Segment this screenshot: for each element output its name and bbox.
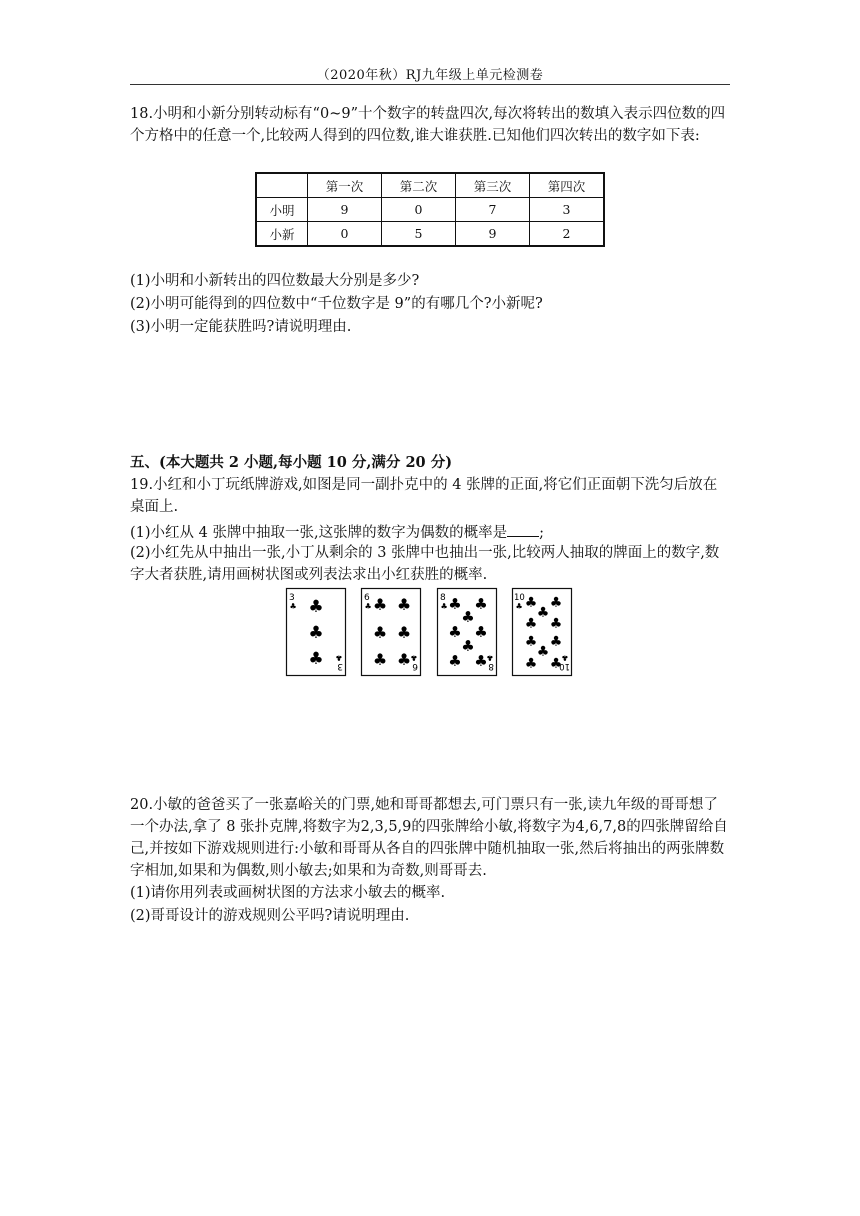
table-header-cell: 第四次 — [530, 173, 605, 198]
answer-blank[interactable] — [507, 520, 539, 537]
club-icon: ♣ — [308, 649, 324, 669]
q19-part-1-text: (1)小红从 4 张牌中抽取一张,这张牌的数字为偶数的概率是 — [130, 525, 508, 541]
club-icon: ♣ — [474, 623, 488, 641]
card-rank-label: 6 — [364, 593, 370, 603]
header-rule — [130, 84, 730, 85]
club-icon: ♣ — [308, 623, 324, 643]
card-rank-label: 3 — [337, 661, 343, 671]
club-icon: ♣ — [396, 595, 412, 614]
svg-text:♣: ♣ — [561, 653, 569, 662]
table-cell: 0 — [382, 198, 456, 222]
table-cell: 2 — [530, 222, 605, 247]
club-icon: ♣ — [461, 608, 475, 626]
table-row — [256, 222, 604, 247]
q19-part-1 — [130, 520, 730, 544]
club-icon: ♣ — [461, 637, 475, 655]
club-icon: ♣ — [536, 605, 550, 621]
q19-part-2: (2)小红先从中抽出一张,小丁从剩余的 3 张牌中也抽出一张,比较两人抽取的牌面上的数字,数字大者获胜,请用画树状图或列表法求出小红获胜的概率. — [130, 545, 720, 583]
q20-part-1: (1)请你用列表或画树状图的方法求小敏去的概率. — [130, 885, 446, 901]
club-icon: ♣ — [549, 656, 563, 672]
club-icon: ♣ — [524, 616, 538, 632]
club-icon: ♣ — [448, 623, 462, 641]
playing-cards-figure — [286, 588, 586, 678]
q20-part-2: (2)哥哥设计的游戏规则公平吗?请说明理由. — [130, 908, 410, 924]
page-header: （2020年秋）RJ九年级上单元检测卷 — [316, 68, 544, 83]
table-cell: 5 — [382, 222, 456, 247]
q18-part-1: (1)小明和小新转出的四位数最大分别是多少? — [130, 273, 420, 289]
club-icon: ♣ — [524, 595, 538, 611]
playing-card-10 — [512, 588, 572, 676]
playing-card-6 — [361, 588, 421, 676]
club-icon: ♣ — [372, 595, 388, 614]
club-icon: ♣ — [524, 656, 538, 672]
table-header-cell — [256, 173, 308, 198]
playing-card-8 — [437, 588, 497, 676]
table-cell: 3 — [530, 198, 605, 222]
table-cell: 7 — [456, 198, 530, 222]
svg-text:♣: ♣ — [335, 653, 343, 662]
card-rank-label: 3 — [289, 593, 295, 603]
club-icon: ♣ — [536, 644, 550, 660]
svg-text:♣: ♣ — [364, 602, 372, 611]
q18-part-2: (2)小明可能得到的四位数中“千位数字是 9”的有哪几个?小新呢? — [130, 296, 543, 312]
svg-text:♣: ♣ — [440, 602, 448, 611]
club-icon: ♣ — [396, 623, 412, 642]
svg-text:♣: ♣ — [289, 602, 297, 611]
club-icon: ♣ — [308, 597, 324, 617]
club-icon: ♣ — [448, 595, 462, 613]
table-header-cell: 第三次 — [456, 173, 530, 198]
club-icon: ♣ — [372, 650, 388, 669]
table-header-row — [256, 173, 604, 198]
section-five-title: 五、(本大题共 2 小题,每小题 10 分,满分 20 分) — [130, 454, 453, 471]
card-rank-label: 10 — [514, 593, 525, 603]
table-cell: 9 — [456, 222, 530, 247]
card-rank-label: 6 — [412, 661, 418, 671]
club-icon: ♣ — [396, 650, 412, 669]
table-row — [256, 198, 604, 222]
card-rank-label: 8 — [440, 593, 446, 603]
club-icon: ♣ — [474, 595, 488, 613]
club-icon: ♣ — [448, 652, 462, 670]
table-header-cell: 第二次 — [382, 173, 456, 198]
club-icon: ♣ — [549, 634, 563, 650]
card-rank-label: 8 — [488, 661, 494, 671]
q18-score-table — [255, 172, 605, 247]
table-cell: 0 — [308, 222, 382, 247]
card-rank-label: 10 — [559, 661, 570, 671]
club-icon: ♣ — [372, 623, 388, 642]
svg-text:♣: ♣ — [515, 602, 523, 611]
table-header-cell: 第一次 — [308, 173, 382, 198]
row-label: 小新 — [256, 222, 308, 247]
table-cell: 9 — [308, 198, 382, 222]
q19-part-1-end: ; — [539, 525, 544, 541]
q18-part-3: (3)小明一定能获胜吗?请说明理由. — [130, 319, 352, 335]
row-label: 小明 — [256, 198, 308, 222]
svg-text:♣: ♣ — [486, 653, 494, 662]
club-icon: ♣ — [474, 652, 488, 670]
club-icon: ♣ — [549, 616, 563, 632]
q19-stem: 19.小红和小丁玩纸牌游戏,如图是同一副扑克中的 4 张牌的正面,将它们正面朝下洗匀后放在桌面上. — [130, 477, 718, 515]
q18-stem: 18.小明和小新分别转动标有“0~9”十个数字的转盘四次,每次将转出的数填入表示四位数的四个方格中的任意一个,比较两人得到的四位数,谁大谁获胜.已知他们四次转出的数字如下表: — [130, 106, 726, 144]
club-icon: ♣ — [524, 634, 538, 650]
svg-text:♣: ♣ — [410, 653, 418, 662]
playing-card-3 — [286, 588, 346, 676]
club-icon: ♣ — [549, 595, 563, 611]
q20-stem: 20.小敏的爸爸买了一张嘉峪关的门票,她和哥哥都想去,可门票只有一张,读九年级的哥哥想了一个办法,拿了 8 张扑克牌,将数字为2,3,5,9的四张牌给小敏,将数字为4,6,7,8的四张牌留给自己,并按如下游戏规则进行:小敏和哥哥从各自的四张牌中随机抽取一张,然后将抽出的两张牌数字相加,如果和为偶数,则小敏去;如果和为奇数,则哥哥去. — [130, 797, 728, 879]
